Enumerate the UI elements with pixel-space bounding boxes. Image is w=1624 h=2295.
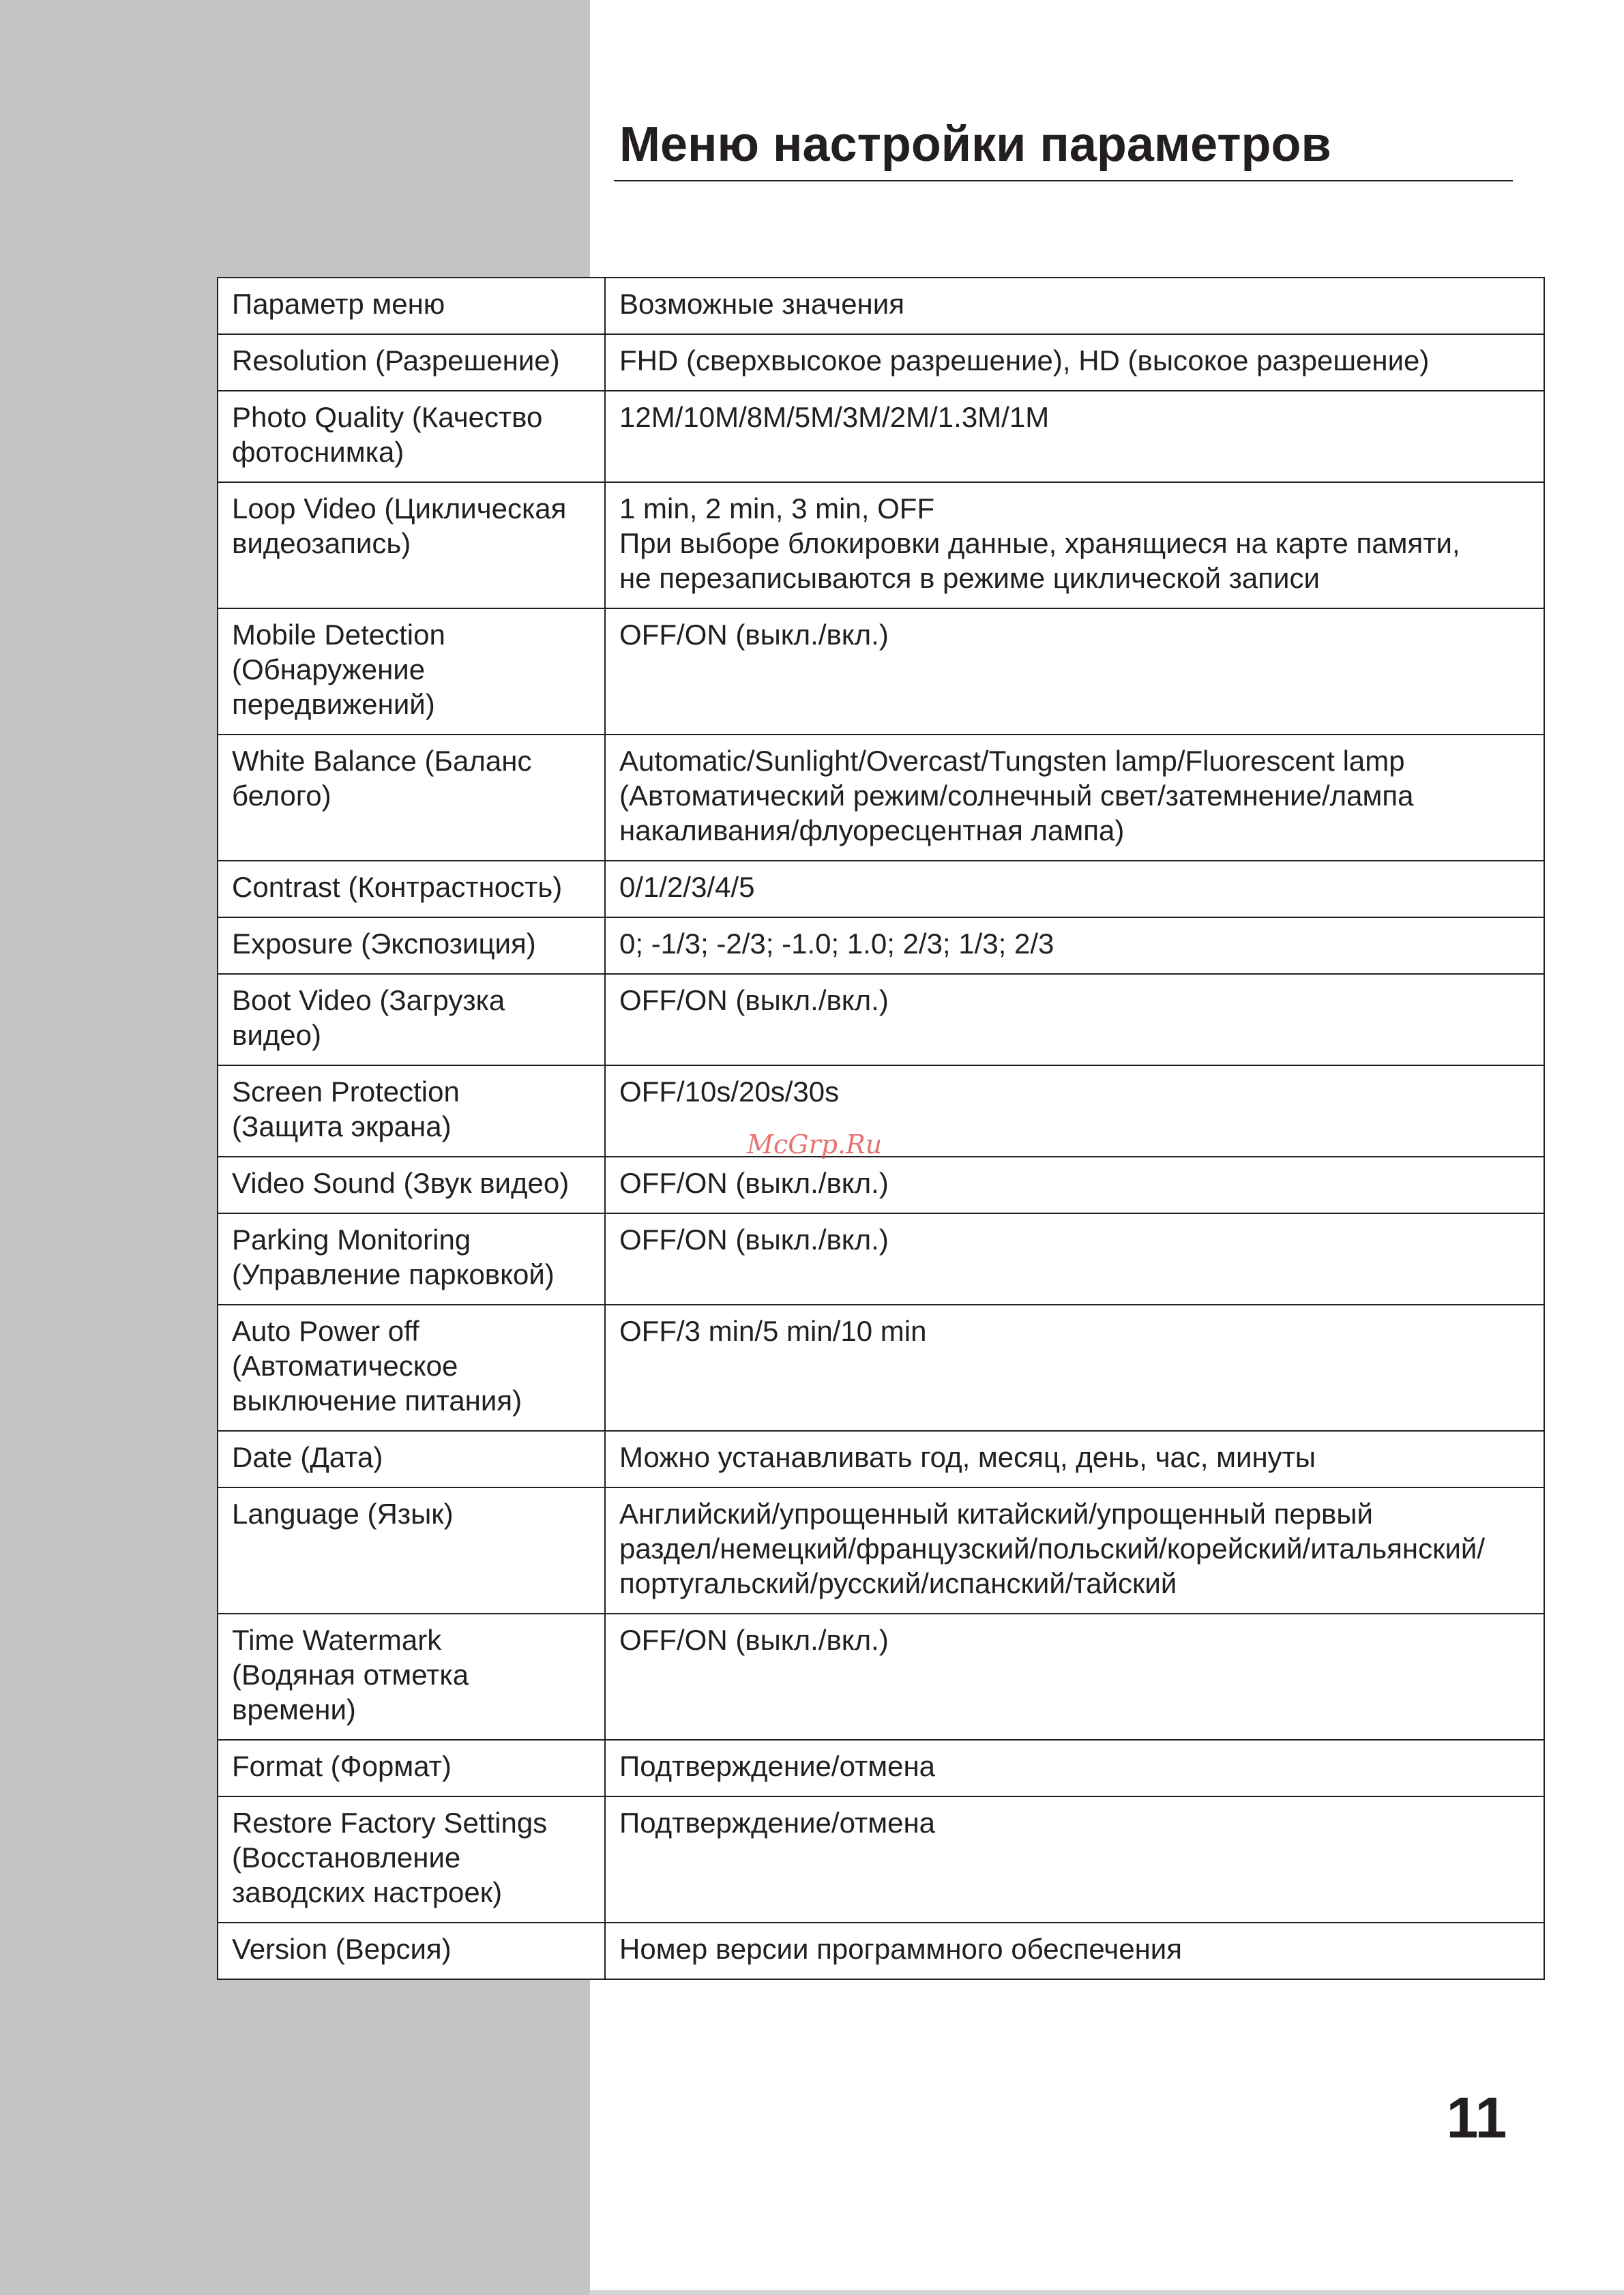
table-row — [218, 1923, 1544, 1979]
value-cell: OFF/10s/20s/30s — [605, 1065, 1544, 1157]
param-cell: Language (Язык) — [218, 1487, 605, 1614]
value-cell: OFF/3 min/5 min/10 min — [605, 1305, 1544, 1431]
param-cell: Resolution (Разрешение) — [218, 334, 605, 391]
param-cell: Restore Factory Settings (Восстановление заводских настроек) — [218, 1796, 605, 1923]
param-cell: Loop Video (Циклическая видеозапись) — [218, 482, 605, 608]
param-cell: Boot Video (Загрузка видео) — [218, 974, 605, 1065]
value-cell: FHD (сверхвысокое разрешение), HD (высокое разрешение) — [605, 334, 1544, 391]
settings-table — [217, 277, 1545, 1980]
param-cell: Photo Quality (Качество фотоснимка) — [218, 391, 605, 482]
value-cell: OFF/ON (выкл./вкл.) — [605, 1157, 1544, 1213]
table-row — [218, 861, 1544, 917]
table-header-row — [218, 278, 1544, 334]
table-row — [218, 482, 1544, 608]
table-row — [218, 608, 1544, 735]
value-cell: Подтверждение/отмена — [605, 1740, 1544, 1796]
value-cell: Automatic/Sunlight/Overcast/Tungsten lamp/Fluorescent lamp (Автоматический режим/солнечный свет/затемнение/лампа накаливания/флуоресцентная лампа) — [605, 735, 1544, 861]
value-cell: 0/1/2/3/4/5 — [605, 861, 1544, 917]
table-row — [218, 1487, 1544, 1614]
table-row — [218, 1431, 1544, 1487]
value-cell: OFF/ON (выкл./вкл.) — [605, 1213, 1544, 1305]
table-row — [218, 1305, 1544, 1431]
value-cell: Английский/упрощенный китайский/упрощенный первый раздел/немецкий/французский/польский/корейский/итальянский/ португальский/русский/испанский/тайский — [605, 1487, 1544, 1614]
table-row — [218, 391, 1544, 482]
value-cell: Можно устанавливать год, месяц, день, час, минуты — [605, 1431, 1544, 1487]
table-row — [218, 974, 1544, 1065]
table-row — [218, 735, 1544, 861]
table-row — [218, 1796, 1544, 1923]
table-row — [218, 1157, 1544, 1213]
param-cell: Video Sound (Звук видео) — [218, 1157, 605, 1213]
table-row — [218, 1213, 1544, 1305]
value-cell: Подтверждение/отмена — [605, 1796, 1544, 1923]
param-cell: White Balance (Баланс белого) — [218, 735, 605, 861]
value-cell: 0; -1/3; -2/3; -1.0; 1.0; 2/3; 1/3; 2/3 — [605, 917, 1544, 974]
value-cell: 12M/10M/8M/5M/3M/2M/1.3M/1M — [605, 391, 1544, 482]
value-cell: 1 min, 2 min, 3 min, OFF При выборе блокировки данные, хранящиеся на карте памяти, не перезаписываются в режиме циклической записи — [605, 482, 1544, 608]
table-row — [218, 1614, 1544, 1740]
value-cell: OFF/ON (выкл./вкл.) — [605, 608, 1544, 735]
value-cell: OFF/ON (выкл./вкл.) — [605, 974, 1544, 1065]
param-cell: Version (Версия) — [218, 1923, 605, 1979]
header-value-cell: Возможные значения — [605, 278, 1544, 334]
param-cell: Date (Дата) — [218, 1431, 605, 1487]
bottom-edge-strip — [590, 2290, 1624, 2295]
value-cell: Номер версии программного обеспечения — [605, 1923, 1544, 1979]
table-row — [218, 1740, 1544, 1796]
table-row — [218, 334, 1544, 391]
param-cell: Time Watermark (Водяная отметка времени) — [218, 1614, 605, 1740]
table-row — [218, 917, 1544, 974]
param-cell: Auto Power off (Автоматическое выключение питания) — [218, 1305, 605, 1431]
value-cell: OFF/ON (выкл./вкл.) — [605, 1614, 1544, 1740]
page-number: 11 — [1446, 2086, 1507, 2150]
site-watermark: McGrp.Ru — [747, 1129, 883, 1159]
title-underline — [614, 180, 1513, 181]
header-param-cell: Параметр меню — [218, 278, 605, 334]
param-cell: Format (Формат) — [218, 1740, 605, 1796]
param-cell: Exposure (Экспозиция) — [218, 917, 605, 974]
param-cell: Screen Protection (Защита экрана) — [218, 1065, 605, 1157]
page-title: Меню настройки параметров — [619, 117, 1331, 172]
param-cell: Mobile Detection (Обнаружение передвижений) — [218, 608, 605, 735]
param-cell: Contrast (Контрастность) — [218, 861, 605, 917]
param-cell: Parking Monitoring (Управление парковкой) — [218, 1213, 605, 1305]
